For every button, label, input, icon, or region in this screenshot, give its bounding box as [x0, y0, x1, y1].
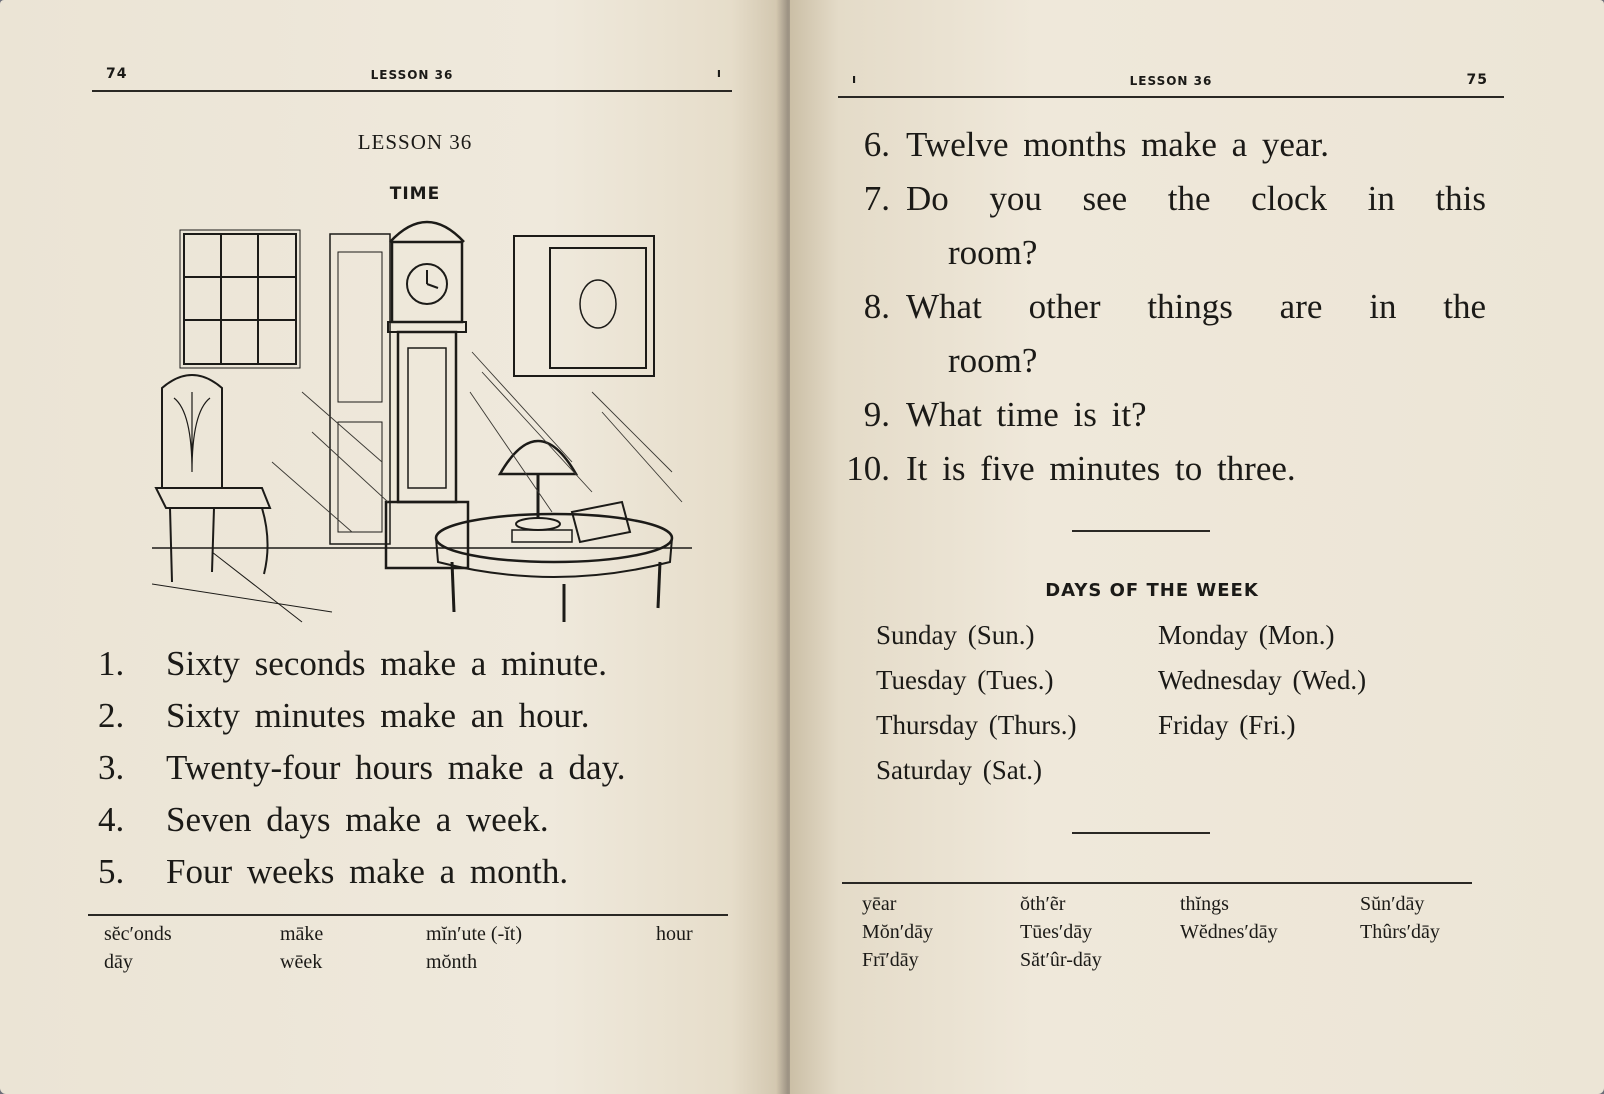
sentence-text: Twenty-four hours make a day.	[166, 748, 626, 787]
sentence-number: 2.	[98, 696, 125, 735]
vocab-word: Tūes′dāy	[1020, 921, 1093, 943]
lesson-subtitle: TIME	[389, 184, 441, 204]
sentence-text: Sixty seconds make a minute.	[166, 644, 608, 683]
vocab-word: sĕc′onds	[104, 923, 172, 945]
vocab-word: Frī′dāy	[862, 949, 919, 971]
vocab-divider	[88, 914, 728, 916]
day-entry: Wednesday (Wed.)	[1158, 665, 1367, 695]
vocab-word: Thûrs′dāy	[1360, 921, 1440, 943]
sentence	[826, 388, 1486, 442]
section-divider	[1072, 832, 1210, 834]
sentence-text: Twelve months make a year.	[906, 125, 1329, 164]
vocab-word: thĭngs	[1180, 893, 1229, 915]
sentence-text: What other things are in the	[906, 287, 1486, 326]
sentence	[98, 846, 758, 898]
sentence-number: 9.	[863, 395, 890, 434]
sentence-number: 3.	[98, 748, 125, 787]
sentence	[826, 118, 1486, 172]
sentence-text: Four weeks make a month.	[166, 852, 569, 891]
page-number: 74	[106, 66, 128, 82]
lesson-title: LESSON 36	[357, 130, 473, 154]
sentence-number: 7.	[863, 179, 890, 218]
day-entry: Thursday (Thurs.)	[876, 710, 1077, 740]
sentence-number: 4.	[98, 800, 125, 839]
sentence-text: It is five minutes to three.	[906, 449, 1296, 488]
margin-mark: ı	[852, 72, 858, 86]
sentence-list-right	[826, 118, 1486, 496]
sentence	[826, 280, 1486, 388]
sentence-continuation: room?	[948, 233, 1038, 272]
vocab-divider	[842, 882, 1472, 884]
vocab-list-right	[862, 890, 1482, 980]
sentence-number: 8.	[863, 287, 890, 326]
sentence-text: Do you see the clock in this	[906, 179, 1486, 218]
margin-mark: ı	[716, 66, 722, 80]
vocab-word: wēek	[280, 951, 323, 973]
day-entry: Sunday (Sun.)	[876, 620, 1035, 650]
sentence	[826, 442, 1486, 496]
running-head-title: LESSON 36	[1129, 74, 1213, 88]
vocab-word: mŏnth	[426, 951, 478, 973]
running-head-left	[92, 66, 732, 92]
sentence-text: Sixty minutes make an hour.	[166, 696, 590, 735]
sentence-number: 6.	[863, 125, 890, 164]
days-heading: DAYS OF THE WEEK	[1045, 580, 1259, 601]
vocab-word: ŏth′ẽr	[1020, 893, 1066, 915]
sentence-continuation: room?	[948, 341, 1038, 380]
sentence-number: 5.	[98, 852, 125, 891]
right-page	[790, 0, 1604, 1094]
vocab-word: māke	[280, 923, 324, 945]
section-divider	[1072, 530, 1210, 532]
vocab-word: yēar	[862, 893, 897, 915]
running-head-right	[838, 72, 1504, 98]
room-clock-illustration	[152, 212, 692, 632]
day-entry: Tuesday (Tues.)	[876, 665, 1054, 695]
vocab-word: hour	[656, 923, 693, 945]
sentence	[98, 638, 758, 690]
sentence	[98, 690, 758, 742]
sentence-text: What time is it?	[906, 395, 1147, 434]
vocab-word: dāy	[104, 951, 133, 973]
sentence-number: 10.	[846, 449, 890, 488]
day-entry: Friday (Fri.)	[1158, 710, 1296, 740]
sentence	[98, 794, 758, 846]
page-number: 75	[1466, 72, 1488, 88]
sentence-text: Seven days make a week.	[166, 800, 549, 839]
vocab-word: Sŭn′dāy	[1360, 893, 1425, 915]
vocab-word: Mŏn′dāy	[862, 921, 934, 943]
left-page	[0, 0, 786, 1094]
sentence	[98, 742, 758, 794]
day-entry: Saturday (Sat.)	[876, 755, 1042, 785]
sentence-number: 1.	[98, 644, 125, 683]
vocab-word: Wĕdnes′dāy	[1180, 921, 1278, 943]
vocab-list-left	[104, 920, 724, 980]
sentence-list-left	[98, 638, 758, 898]
running-head-title: LESSON 36	[370, 68, 454, 82]
vocab-word: Săt′ûr-dāy	[1020, 949, 1102, 971]
vocab-word: mĭn′ute (-ĭt)	[426, 923, 523, 945]
day-entry: Monday (Mon.)	[1158, 620, 1335, 650]
sentence	[826, 172, 1486, 280]
